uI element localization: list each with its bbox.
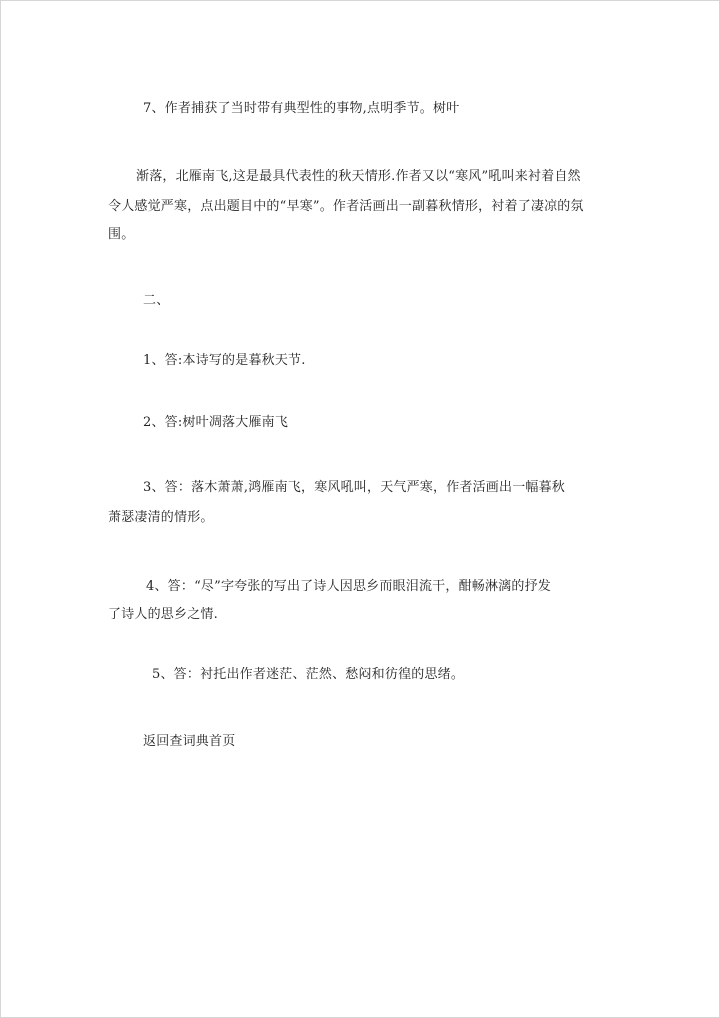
section-heading-two: 二、 bbox=[143, 293, 170, 308]
back-to-dictionary-home-link[interactable]: 返回查词典首页 bbox=[143, 734, 236, 749]
answer-2: 2、答:树叶凋落大雁南飞 bbox=[143, 415, 289, 430]
answer-4-line-1: 4、答：“尽”字夸张的写出了诗人因思乡而眼泪流干，酣畅淋漓的抒发 bbox=[146, 579, 551, 594]
answer-3-line-2: 萧瑟凄清的情形。 bbox=[108, 510, 214, 525]
item-7-line-1: 7、作者捕获了当时带有典型性的事物,点明季节。树叶 bbox=[143, 101, 460, 116]
answer-5: 5、答：衬托出作者迷茫、茫然、愁闷和彷徨的思绪。 bbox=[152, 667, 465, 682]
item-7-line-3: 令人感觉严寒，点出题目中的“早寒”。作者活画出一副暮秋情形，衬着了凄凉的氛 bbox=[108, 199, 584, 214]
answer-4-line-2: 了诗人的思乡之情. bbox=[108, 607, 218, 622]
answer-1: 1、答:本诗写的是暮秋天节. bbox=[143, 353, 306, 368]
item-7-line-2: 渐落，北雁南飞,这是最具代表性的秋天情形.作者又以“寒风”吼叫来衬着自然 bbox=[136, 169, 581, 184]
item-7-line-4: 围。 bbox=[108, 227, 135, 242]
answer-3-line-1: 3、答：落木萧萧,鸿雁南飞，寒风吼叫，天气严寒，作者活画出一幅暮秋 bbox=[143, 480, 566, 495]
